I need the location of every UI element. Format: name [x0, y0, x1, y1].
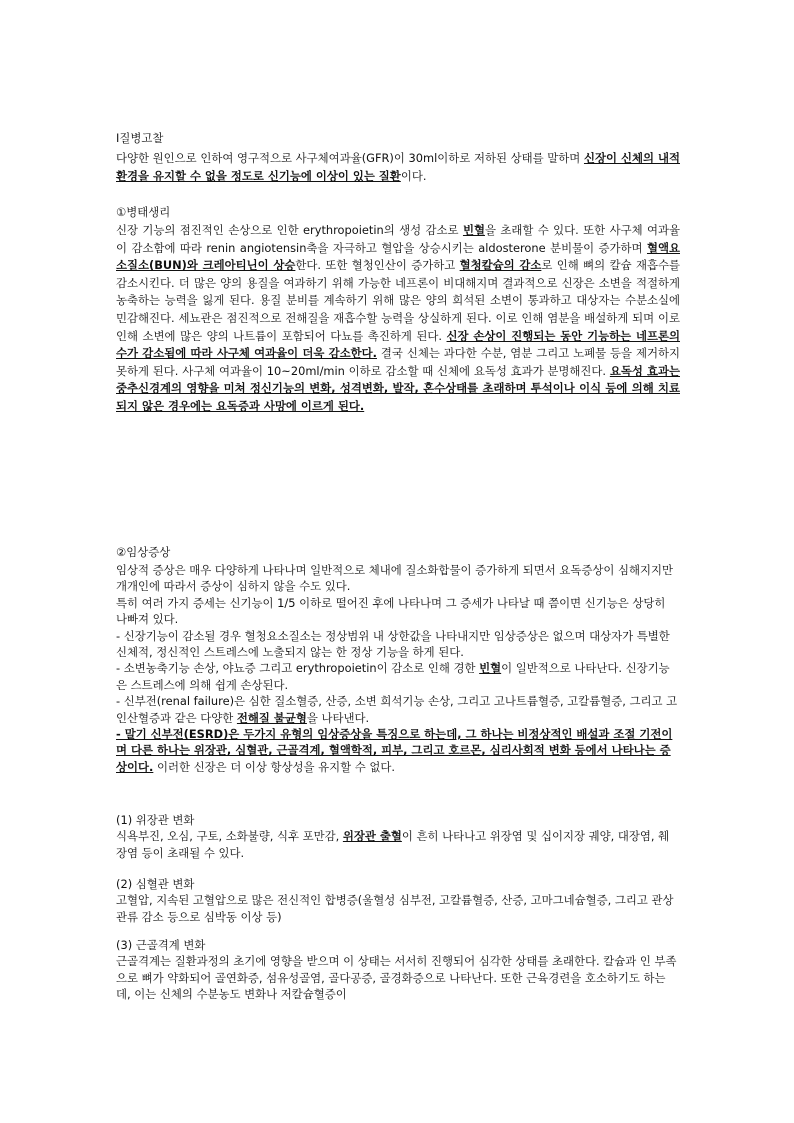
section-title: Ⅰ질병고찰: [116, 131, 164, 145]
patho-paragraph: 신장 기능의 점진적인 손상으로 인한 erythropoietin의 생성 감소로 빈혈을 초래할 수 있다. 또한 사구체 여과율이 감소함에 따라 renin angiotensin축을 자극하고 혈압을 상승시키는 aldosterone 분비물이 증가하며 혈액요소질소(BUN)와 크레아티닌이 상승한다. 또한 혈청인산이 증가하고 혈청칼슘의 감소로 인해 뼈의 칼슘 재흡수를 감소시킨다. 더 많은 양의 용질을 여과하기 위해 가능한 네프론이 비대해지며 결과적으로 신장은 소변을 적절하게 농축하는 능력을 잃게 된다. 용질 분비를 계속하기 위해 많은 양의 희석된 소변이 통과하고 대상자는 수분소실에 민감해진다. 세뇨관은 점진적으로 전해질을 재흡수할 능력을 상실하게 된다. 이로 인해 염분을 배설하게 되며 이로 인해 소변에 많은 양의 나트륨이 포함되어 다뇨를 촉진하게 된다. 신장 손상이 진행되는 동안 기능하는 네프론의 수가 감소됨에 따라 사구체 여과율이 더욱 감소한다. 결국 신체는 과다한 수분, 염분 그리고 노폐물 등을 제거하지 못하게 된다. 사구체 여과율이 10~20ml/min 이하로 감소할 때 신체에 요독성 효과가 분명해진다. 요독성 효과는 중추신경계의 영향을 미쳐 정신기능의 변화, 성격변화, 발작, 혼수상태를 초래하며 투석이나 이식 등에 의해 치료되지 않은 경우에는 요독증과 사망에 이르게 된다.: [116, 223, 680, 413]
symptoms-paragraph-2: 특히 여러 가지 증세는 신기능이 1/5 이하로 떨어진 후에 나타나며 그 증세가 나타날 때 쯤이면 신기능은 상당히 나빠져 있다.: [116, 595, 666, 627]
patho-emphasis-calcium: 혈청칼슘의 감소: [459, 258, 542, 273]
patho-emphasis-uremia: 요독성 효과는 중추신경계의 영향을 미쳐 정신기능의 변화, 성격변화, 발작, 혼수상태를 초래하며 투석이나 이식 등에 의해 치료되지 않은 경우에는 요독증과 사망에 이르게 된다.: [116, 363, 680, 413]
musculo-heading: (3) 근골격계 변화: [116, 938, 206, 952]
symptoms-paragraph-1: 임상적 증상은 매우 다양하게 나타나며 일반적으로 체내에 질소화합물이 증가하게 되면서 요독증상이 심해지지만 개개인에 따라서 증상이 심하지 않을 수도 있다.: [116, 563, 673, 594]
musculo-paragraph: 근골격계는 질환과정의 초기에 영향을 받으며 이 상태는 서서히 진행되어 심각한 상태를 초래한다. 칼슘과 인 부족으로 뼈가 약화되어 골연화증, 섬유성골염, 골다공증, 골경화증으로 나타난다. 또한 근육경련을 호소하기도 하는데, 이는 신체의 수분농도 변화나 저칼슘혈증이: [116, 954, 677, 1002]
cardio-heading: (2) 심혈관 변화: [116, 877, 195, 891]
gi-emphasis-bleeding: 위장관 출혈: [342, 829, 402, 844]
definition-emphasis: 신장이 신체의 내적 환경을 유지할 수 없을 정도로 신기능에 이상이 있는 질환: [116, 151, 680, 183]
symptoms-emphasis-electrolyte: 전해질 불균형: [236, 710, 307, 725]
gi-heading: (1) 위장관 변화: [116, 813, 195, 827]
gi-section: [116, 812, 680, 861]
symptoms-paragraph-5: - 신부전(renal failure)은 심한 질소혈증, 산증, 소변 희석기능 손상, 그리고 고나트륨혈증, 고칼륨혈증, 그리고 고인산혈증과 같은 다양한 전해질 불균형을 나타낸다.: [116, 694, 678, 725]
symptoms-paragraph-4: - 소변농축기능 손상, 야뇨증 그리고 erythropoietin이 감소로 인해 경한 빈혈이 일반적으로 나타난다. 신장기능은 스트레스에 의해 쉽게 손상된다.: [116, 661, 670, 692]
symptoms-emphasis-esrd: - 말기 신부전(ESRD)은 두가지 유형의 임상증상을 특징으로 하는데, 그 하나는 비정상적인 배설과 조절 기전이며 다른 하나는 위장관, 심혈관, 근골격계, 혈액학적, 피부, 그리고 호르몬, 심리사회적 변화 등에서 나타나는 증상이다.: [116, 727, 673, 774]
musculo-section: [116, 937, 680, 1003]
patho-emphasis-nephron: 신장 손상이 진행되는 동안 기능하는 네프론의 수가 감소됨에 따라 사구체 여과율이 더욱 감소한다.: [116, 328, 680, 361]
patho-emphasis-anemia: 빈혈: [462, 223, 485, 237]
symptoms-paragraph-6: - 말기 신부전(ESRD)은 두가지 유형의 임상증상을 특징으로 하는데, 그 하나는 비정상적인 배설과 조절 기전이며 다른 하나는 위장관, 심혈관, 근골격계, 혈액학적, 피부, 그리고 호르몬, 심리사회적 변화 등에서 나타나는 증상이다. 이러한 신장은 더 이상 항상성을 유지할 수 없다.: [116, 727, 673, 774]
gi-paragraph: 식욕부진, 오심, 구토, 소화불량, 식후 포만감, 위장관 출혈이 흔히 나타나고 위장염 및 십이지장 궤양, 대장염, 췌장염 등이 초래될 수 있다.: [116, 829, 670, 860]
definition-paragraph: 다양한 원인으로 인하여 영구적으로 사구체여과율(GFR)이 30ml이하로 저하된 상태를 말하며 신장이 신체의 내적 환경을 유지할 수 없을 정도로 신기능에 이상이 있는 질환이다.: [116, 151, 680, 183]
cardio-section: [116, 876, 680, 925]
symptoms-emphasis-anemia: 빈혈: [479, 661, 502, 676]
symptoms-heading: ②임상증상: [116, 545, 171, 559]
patho-heading: ①병태생리: [116, 205, 171, 219]
cardio-paragraph: 고혈압, 지속된 고혈압으로 많은 전신적인 합병증(울혈성 심부전, 고칼륨혈증, 산증, 고마그네슘혈증, 그리고 관상 관류 감소 등으로 심박동 이상 등): [116, 893, 674, 924]
symptoms-body: [116, 562, 680, 775]
patho-emphasis-bun: 혈액요소질소(BUN)와 크레아티닌이 상승: [116, 240, 680, 273]
symptoms-paragraph-3: - 신장기능이 감소될 경우 혈청요소질소는 정상범위 내 상한값을 나타내지만 임상증상은 없으며 대상자가 특별한 신체적, 정신적인 스트레스에 노출되지 않는 한 정상 기능을 하게 된다.: [116, 628, 670, 660]
